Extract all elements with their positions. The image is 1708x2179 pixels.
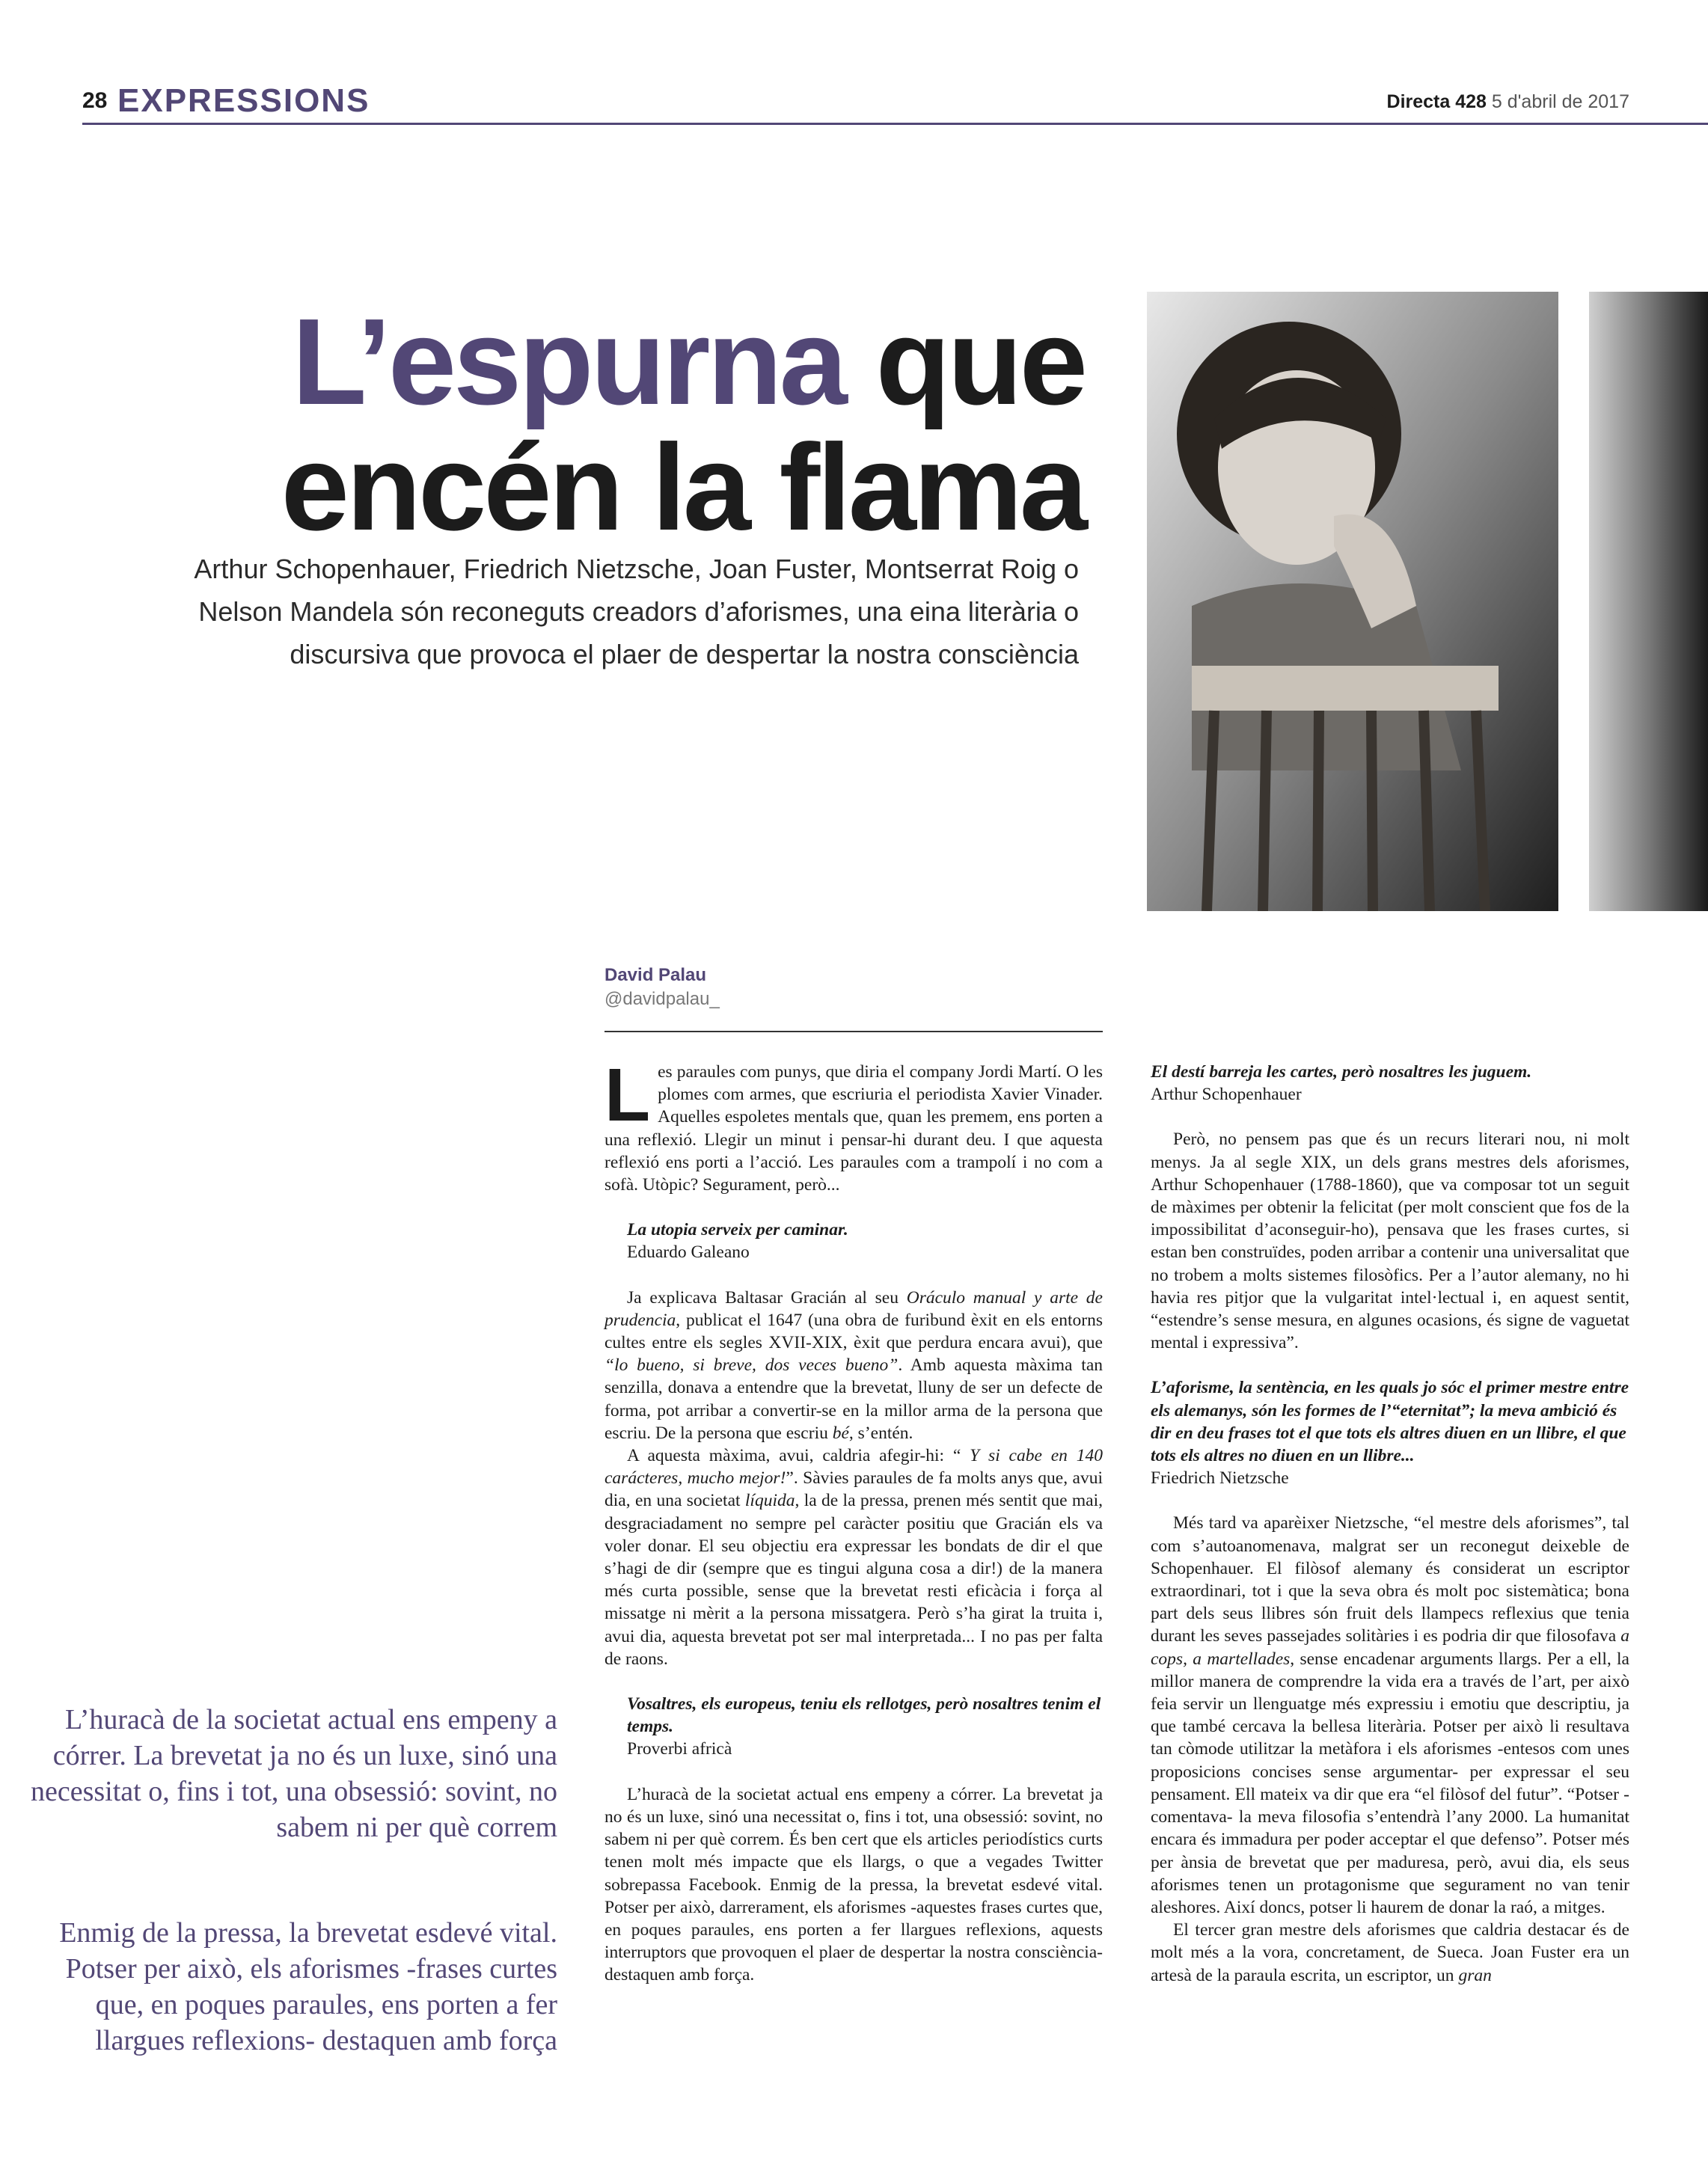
intro-paragraph [604, 1053, 1103, 1196]
intro-text: es paraules com punys, que diria el company Jordi Martí. O les plomes com armes, que escriuria el periodista Xavier Vinader. Aquelles espoletes mentals que, quan les premem, ens porten a una reflexió. Llegir un minut i pensar-hi durant deu. I que aquesta reflexió ens porti a l’acció. Les paraules com a trampolí i no com a sofà. Utòpic? Segurament, però... [604, 1062, 1103, 1195]
page-number: 28 [82, 88, 108, 113]
body-paragraph: Més tard va aparèixer Nietzsche, “el mestre dels aforismes”, tal com s’autoanomenava, malgrat ser un reconegut deixeble de Schopenhauer. El filòsof alemany és considerat un escriptor extraordinari, tot i que la seva obra és molt poc sistemàtica; bona part dels seus llibres són fruit dels llampecs reflexius que tenia durant les seves passejades solitàries i es podria dir que filosofava a cops, a martellades, sense encadenar arguments llargs. Per a ell, la millor manera de comprendre la vida era a través de l’art, per això feia servir un llenguatge més expressiu i emotiu que descriptiu, ja que també cercava la bellesa literària. Potser per això li resultava tan còmode utilitzar la metàfora i els aforismes -entesos com unes proposicions concises sense argumentar- per expressar el seu pensament. Ell mateix va dir que era “el filòsof del futur”. “Potser -comentava- la meva filosofia s’entendrà l’any 2000. La humanitat encara és immadura per poder acceptar el que defenso”. Potser més per ànsia de brevetat que per maduresa, però, avui dia, els seus aforismes tenen un protagonisme que segurament no van tenir aleshores. Així doncs, potser li haurem de donar la raó, a mitges. [1151, 1513, 1629, 1917]
headline [224, 293, 1085, 556]
publication-name: Directa 428 [1386, 91, 1487, 112]
quote-text: El destí barreja les cartes, però nosaltres les juguem. [1151, 1062, 1532, 1082]
body-paragraph: A aquesta màxima, avui, caldria afegir-hi: “ Y si cabe en 140 carácteres, mucho mejor!”. Sàvies paraules de fa molts anys que, avui dia, en una societat líquida, la de la pressa, prenen més sentit que mai, desgraciadament no sempre pel caràcter positiu que Gracián els va voler donar. El seu objectiu era expressar les bondats de dir el que s’hagi de dir (sempre que es tingui alguna cosa a dir!) de la manera més curta possible, sense que la brevetat resti eficàcia i força al missatge ni mèrit a la persona missatgera. Però s’ha girat la truita i, avui dia, aquesta brevetat pot ser mal interpretada... I no pas per falta de raons. [604, 1446, 1103, 1669]
headline-line1-rest: que [844, 293, 1085, 430]
author-rule [604, 1031, 1103, 1032]
body-column-2 [1151, 1061, 1629, 1987]
author-name: David Palau [604, 965, 707, 985]
quote-author: Eduardo Galeano [627, 1242, 750, 1263]
quote-text: Vosaltres, els europeus, teniu els rellotges, però nosaltres tenim el temps. [627, 1694, 1101, 1737]
body-paragraph: Però, no pensem pas que és un recurs literari nou, ni molt menys. Ja al segle XIX, un dels grans mestres dels aforismes, Arthur Schopenhauer (1788-1860), que va composar tot un seguit de màximes per obtenir la felicitat (per molt conscient que fos de la impossibilitat d’aconseguir-ho), pensava que les frases curtes, si estan ben construïdes, poden arribar a contenir una universalitat que no trobem a molts sistemes filosòfics. Per a l’autor alemany, no hi havia res pitjor que la vulgaritat intel·lectual i, en aquest sentit, “estendre’s sense mesura, en algunes ocasions, és signe de vaguetat mental i expressiva”. [1151, 1130, 1629, 1353]
pull-quote: Enmig de la pressa, la brevetat esdevé vital. Potser per això, els aforismes -frases curtes que, en poques paraules, ens porten a fer llargues reflexions- destaquen amb força [59, 1917, 557, 2056]
aphorism-quote [604, 1693, 1103, 1761]
aphorism-quote [1151, 1376, 1629, 1489]
author-handle: @davidpalau_ [604, 989, 720, 1009]
headline-accent: L’espurna [292, 293, 845, 430]
quote-author: Arthur Schopenhauer [1151, 1085, 1302, 1105]
standfirst: Arthur Schopenhauer, Friedrich Nietzsche, Joan Fuster, Montserrat Roig o Nelson Mandela són reconeguts creadors d’aforismes, una eina literària o discursiva que provoca el plaer de despertar la nostra consciència [194, 554, 1079, 669]
pull-quote: L’huracà de la societat actual ens empeny a córrer. La brevetat ja no és un luxe, sinó una necessitat o, fins i tot, una obsessió: sovint, no sabem ni per què correm [30, 1704, 557, 1843]
body-paragraph: El tercer gran mestre dels aforismes que caldria destacar és de molt més a la vora, concretament, de Sueca. Joan Fuster era un artesà de la paraula escrita, un escriptor, un gran [1151, 1920, 1629, 1985]
second-portrait-photo [1589, 292, 1708, 911]
issue-info [1387, 91, 1629, 113]
quote-text: L’aforisme, la sentència, en les quals jo sóc el primer mestre entre els alemanys, són les formes de l’“eternitat”; la meva ambició és dir en deu frases tot el que tots els altres diuen en un llibre, el que tots els altres no diuen en un llibre... [1151, 1378, 1629, 1466]
body-paragraph: L’huracà de la societat actual ens empeny a córrer. La brevetat ja no és un luxe, sinó una necessitat o, fins i tot, una obsessió: sovint, no sabem ni per què correm. És ben cert que els articles periodístics curts tenen molt més impacte que els llargs, o que a vegades Twitter sobrepassa Facebook. Enmig de la pressa, la brevetat esdevé vital. Potser per això, darrerament, els aforismes -aquestes frases curtes que, en poques paraules, ens porten a fer llargues reflexions, aquests interruptors que provoquen el plaer de despertar la nostra consciència- destaquen amb força. [604, 1784, 1103, 1985]
body-paragraph: Ja explicava Baltasar Gracián al seu Oráculo manual y arte de prudencia, publicat el 1647 (una obra de furibund èxit en els entorns cultes entre els segles XVII-XIX, èxit que perdura encara avui), que “lo bueno, si breve, dos veces bueno”. Amb aquesta màxima tan senzilla, donava a entendre que la brevetat, lluny de ser un defecte de forma, pot arribar a convertir-se en la millor arma de la persona que escriu. De la persona que escriu bé, s’entén. [604, 1287, 1104, 1443]
quote-text: La utopia serveix per caminar. [627, 1220, 848, 1240]
body-column-1 [604, 1053, 1104, 1987]
portrait-illustration [1147, 292, 1558, 911]
issue-date: 5 d'abril de 2017 [1491, 91, 1629, 112]
headline-line2: encén la flama [281, 419, 1085, 556]
quote-author: Friedrich Nietzsche [1151, 1468, 1289, 1489]
quote-author: Proverbi africà [627, 1739, 732, 1759]
header-rule [82, 123, 1708, 125]
aphorism-quote [1151, 1061, 1629, 1106]
aphorism-quote [604, 1219, 1103, 1263]
drop-cap: L [604, 1053, 651, 1137]
section-title: EXPRESSIONS [117, 82, 370, 119]
portrait-photo [1147, 292, 1558, 911]
